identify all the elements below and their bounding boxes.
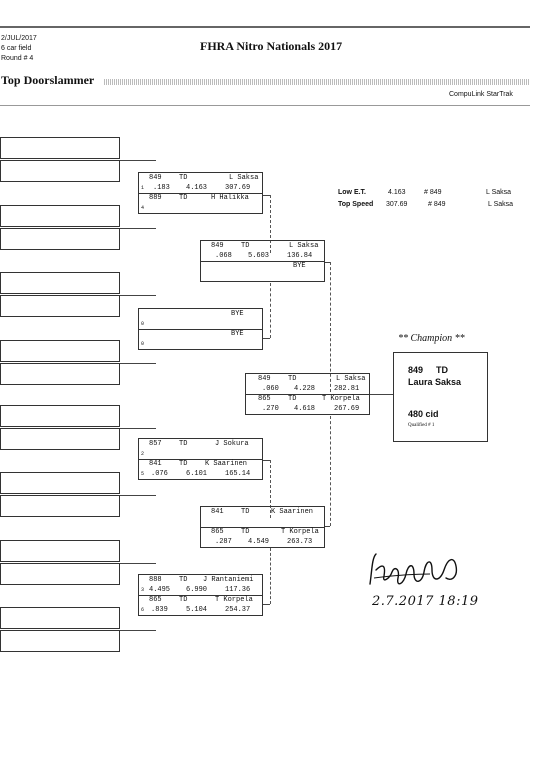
champion-name: Laura Saksa — [408, 377, 462, 387]
entry-top — [201, 507, 324, 528]
connector — [370, 394, 393, 395]
empty-slot — [0, 160, 120, 182]
connector — [325, 526, 330, 527]
connector — [120, 295, 156, 296]
entry-line — [139, 339, 262, 349]
elapsed-time: 4.228 — [294, 385, 316, 393]
car-number: 857 — [149, 440, 162, 448]
empty-slot — [0, 540, 120, 562]
low-et-driver: L Saksa — [486, 189, 512, 196]
entry-line — [201, 507, 324, 517]
low-et-car: # 849 — [424, 189, 442, 196]
entry-line — [139, 309, 262, 319]
lane-number: 0 — [141, 321, 145, 327]
entry-line — [139, 459, 262, 469]
top-speed-value: 307.69 — [386, 201, 408, 208]
entry-top — [139, 439, 262, 460]
driver-name: L Saksa — [289, 242, 319, 250]
driver-name: T Korpela — [322, 395, 360, 403]
speed: 254.37 — [225, 606, 251, 614]
elapsed-time: 6.101 — [186, 470, 208, 478]
match-r1m1 — [138, 172, 263, 214]
empty-slot — [0, 405, 120, 427]
driver-name: K Saarinen — [271, 508, 314, 516]
entry-top — [139, 173, 262, 194]
car-number: 849 — [258, 375, 271, 383]
car-number: 889 — [149, 194, 162, 202]
match-r1m2 — [138, 308, 263, 350]
title-hatch — [104, 79, 529, 85]
champion-number: 849 — [408, 365, 424, 375]
reaction-time: .270 — [262, 405, 279, 413]
entry-line — [139, 173, 262, 183]
empty-slot — [0, 428, 120, 450]
entry-line — [246, 394, 369, 404]
speed: 263.73 — [287, 538, 313, 546]
driver-name: BYE — [293, 262, 306, 270]
speed: 282.81 — [334, 385, 360, 393]
empty-slot — [0, 205, 120, 227]
connector — [330, 416, 331, 526]
empty-slot — [0, 295, 120, 317]
reaction-time: .068 — [215, 252, 232, 260]
report-date: 2/JUL/2017 — [1, 35, 37, 42]
reaction-time: .287 — [215, 538, 232, 546]
match-r2m1 — [200, 240, 325, 282]
empty-slot — [0, 607, 120, 629]
entry-bottom — [201, 527, 324, 547]
entry-line — [139, 449, 262, 459]
entry-bottom — [139, 329, 262, 349]
elapsed-time: 4.163 — [186, 184, 208, 192]
header-rule — [0, 105, 530, 106]
lane-number: 6 — [141, 607, 145, 613]
empty-slot — [0, 495, 120, 517]
lane-number: 1 — [141, 185, 145, 191]
round-number: Round # 4 — [1, 55, 34, 62]
entry-line — [201, 241, 324, 251]
driver-name: K Saarinen — [205, 460, 248, 468]
car-class: TD — [241, 508, 250, 516]
entry-line — [139, 183, 262, 193]
car-class: TD — [241, 242, 250, 250]
top-speed-driver: L Saksa — [488, 201, 514, 208]
car-class: TD — [179, 194, 188, 202]
driver-name: L Saksa — [336, 375, 366, 383]
entry-bottom — [246, 394, 369, 414]
entry-bottom — [201, 261, 324, 281]
car-number: 865 — [149, 596, 162, 604]
entry-line — [246, 384, 369, 394]
empty-slot — [0, 563, 120, 585]
connector — [120, 228, 156, 229]
lane-number: 5 — [141, 471, 145, 477]
driver-name: H Halikka — [211, 194, 249, 202]
lane-number: 2 — [141, 451, 145, 457]
entry-bottom — [139, 459, 262, 479]
connector — [120, 495, 156, 496]
connector — [270, 548, 271, 604]
car-number: 841 — [149, 460, 162, 468]
driver-name: BYE — [231, 310, 244, 318]
elapsed-time: 5.104 — [186, 606, 208, 614]
connector — [120, 363, 156, 364]
top-speed-car: # 849 — [428, 201, 446, 208]
connector — [120, 428, 156, 429]
elapsed-time: 4.618 — [294, 405, 316, 413]
speed: 267.69 — [334, 405, 360, 413]
match-r1m3 — [138, 438, 263, 480]
entry-line — [139, 193, 262, 203]
entry-line — [201, 527, 324, 537]
reaction-time: .183 — [153, 184, 170, 192]
entry-line — [139, 469, 262, 479]
entry-top — [139, 309, 262, 330]
empty-slot — [0, 137, 120, 159]
champion-box — [393, 352, 488, 442]
connector — [120, 160, 156, 161]
entry-line — [139, 439, 262, 449]
software-label: CompuLink StarTrak — [449, 91, 513, 98]
speed: 117.36 — [225, 586, 251, 594]
reaction-time: .839 — [151, 606, 168, 614]
connector — [262, 195, 270, 196]
speed: 307.69 — [225, 184, 251, 192]
reaction-time: .060 — [262, 385, 279, 393]
car-class: TD — [288, 395, 297, 403]
champion-class: TD — [436, 365, 448, 375]
entry-line — [201, 261, 324, 271]
match-r1m4 — [138, 574, 263, 616]
stats-block — [338, 187, 528, 211]
entry-line — [201, 537, 324, 547]
entry-line — [139, 203, 262, 213]
connector — [262, 604, 270, 605]
class-title: Top Doorslammer — [1, 73, 95, 87]
driver-name: L Saksa — [229, 174, 259, 182]
driver-name: J Sokura — [215, 440, 249, 448]
connector — [120, 563, 156, 564]
car-class: TD — [179, 576, 188, 584]
car-number: 849 — [149, 174, 162, 182]
reaction-time: .076 — [151, 470, 168, 478]
entry-line — [139, 605, 262, 615]
lane-number: 0 — [141, 341, 145, 347]
driver-name: T Korpela — [215, 596, 253, 604]
field-size: 6 car field — [1, 45, 32, 52]
match-final — [245, 373, 370, 415]
entry-line — [139, 329, 262, 339]
entry-line — [246, 404, 369, 414]
connector — [262, 338, 270, 339]
connector — [325, 262, 330, 263]
champion-engine: 480 cid — [408, 409, 439, 419]
car-number: 865 — [258, 395, 271, 403]
car-class: TD — [288, 375, 297, 383]
connector — [262, 460, 270, 461]
entry-line — [246, 374, 369, 384]
car-number: 865 — [211, 528, 224, 536]
car-class: TD — [179, 596, 188, 604]
page-title: FHRA Nitro Nationals 2017 — [200, 39, 343, 53]
driver-name: J Rantaniemi — [203, 576, 254, 584]
entry-line — [139, 575, 262, 585]
car-number: 849 — [211, 242, 224, 250]
entry-line — [139, 319, 262, 329]
empty-slot — [0, 228, 120, 250]
speed: 136.84 — [287, 252, 313, 260]
entry-line — [201, 251, 324, 261]
entry-bottom — [139, 595, 262, 615]
connector — [120, 630, 156, 631]
empty-slot — [0, 630, 120, 652]
champion-heading: ** Champion ** — [398, 333, 465, 344]
connector — [270, 283, 271, 338]
champion-qualified: Qualified # 1 — [408, 423, 435, 428]
top-rule — [0, 26, 530, 28]
top-speed-label: Top Speed — [338, 201, 374, 208]
car-number: 841 — [211, 508, 224, 516]
low-et-value: 4.163 — [388, 189, 406, 196]
empty-slot — [0, 272, 120, 294]
entry-bottom — [139, 193, 262, 213]
driver-name: T Korpela — [281, 528, 319, 536]
lane-number: 4 — [141, 205, 145, 211]
speed: 165.14 — [225, 470, 251, 478]
car-number: 888 — [149, 576, 162, 584]
driver-name: BYE — [231, 330, 244, 338]
car-class: TD — [179, 460, 188, 468]
reaction-time: 4.495 — [149, 586, 171, 594]
match-r2m2 — [200, 506, 325, 548]
entry-top — [246, 374, 369, 395]
signature-image — [360, 548, 470, 596]
elapsed-time: 6.990 — [186, 586, 208, 594]
car-class: TD — [179, 174, 188, 182]
empty-slot — [0, 340, 120, 362]
car-class: TD — [179, 440, 188, 448]
entry-line — [139, 585, 262, 595]
signature-date-time: 2.7.2017 18:19 — [372, 594, 479, 609]
elapsed-time: 5.603 — [248, 252, 270, 260]
low-et-label: Low E.T. — [338, 189, 366, 196]
empty-slot — [0, 472, 120, 494]
empty-slot — [0, 363, 120, 385]
car-class: TD — [241, 528, 250, 536]
entry-top — [201, 241, 324, 262]
lane-number: 3 — [141, 587, 145, 593]
entry-top — [139, 575, 262, 596]
entry-line — [139, 595, 262, 605]
elapsed-time: 4.549 — [248, 538, 270, 546]
